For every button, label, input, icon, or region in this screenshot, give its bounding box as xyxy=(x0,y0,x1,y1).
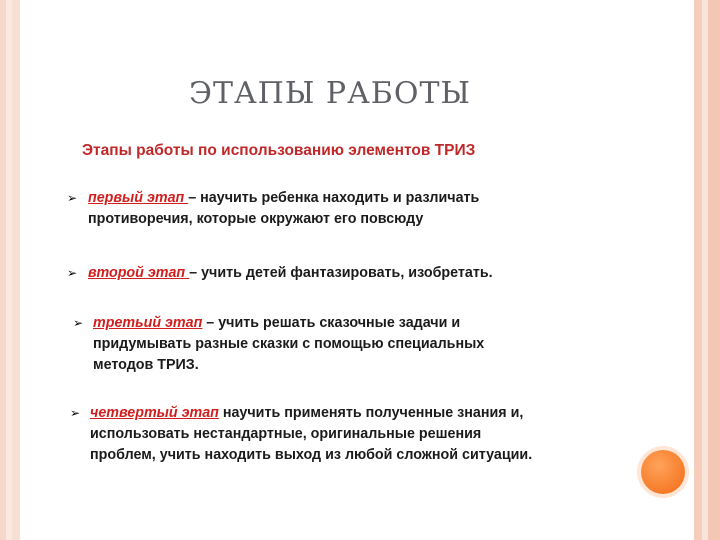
stage-1-line-2: противоречия, которые окружают его повсюду xyxy=(88,211,424,227)
stage-2-name: второй этап xyxy=(88,265,190,281)
arrow-bullet-icon: ➢ xyxy=(67,266,78,280)
stage-4 xyxy=(90,403,532,466)
arrow-bullet-icon: ➢ xyxy=(67,191,78,205)
stage-1 xyxy=(88,188,479,230)
stage-3-name: третьий этап xyxy=(93,315,203,331)
stage-3-line-3: методов ТРИЗ. xyxy=(93,357,199,373)
stage-4-name: четвертый этап xyxy=(90,405,219,421)
right-frame-decoration xyxy=(690,0,720,540)
stage-4-line-3: проблем, учить находить выход из любой сложной ситуации. xyxy=(90,447,533,463)
stage-4-line-2: использовать нестандартные, оригинальные решения xyxy=(90,426,482,442)
stage-3 xyxy=(93,313,484,376)
stage-1-text: – научить ребенка находить и различать xyxy=(188,190,480,206)
stage-1-line-1 xyxy=(88,188,479,209)
stage-4-line-1 xyxy=(90,403,532,424)
arrow-bullet-icon: ➢ xyxy=(73,316,84,330)
slide-subtitle: Этапы работы по использованию элементов ТРИЗ xyxy=(82,142,476,159)
stage-2-text: – учить детей фантазировать, изобретать. xyxy=(189,265,493,281)
stage-2-line-1 xyxy=(88,263,493,284)
stage-4-text: научить применять полученные знания и, xyxy=(218,405,524,421)
stage-3-text: – учить решать сказочные задачи и xyxy=(202,315,461,331)
stage-1-name: первый этап xyxy=(88,190,189,206)
arrow-bullet-icon: ➢ xyxy=(70,406,81,420)
slide-title: ЭТАПЫ РАБОТЫ xyxy=(189,76,471,111)
stage-3-line-2: придумывать разные сказки с помощью специальных xyxy=(93,336,485,352)
stage-3-line-1 xyxy=(93,313,484,334)
stage-2 xyxy=(88,263,493,284)
decorative-circle xyxy=(641,450,685,494)
